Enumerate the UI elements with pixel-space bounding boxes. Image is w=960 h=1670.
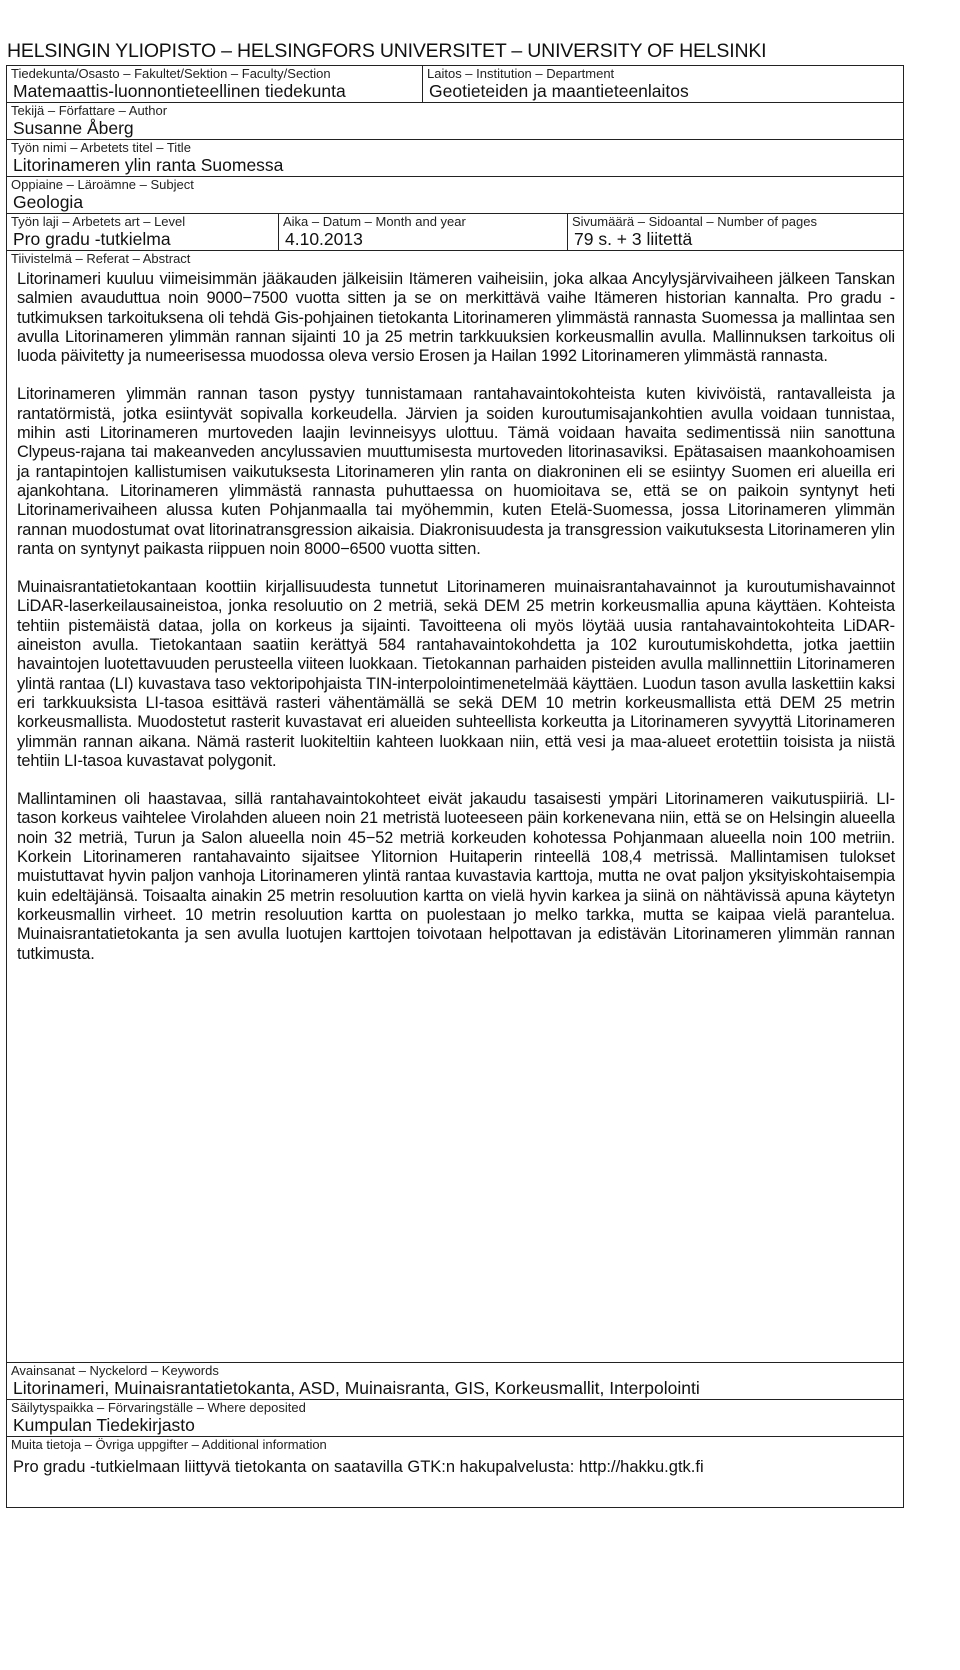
abstract-paragraph: Muinaisrantatietokantaan koottiin kirjallisuudesta tunnetut Litorinameren muinaisrantahavainnot ja kuroutumishavainnot LiDAR-laserkeilausaineistoa, jonka resoluutio on 2 metriä, sekä DEM 25 metrin korkeusmallia apuna käyttäen. Kohteista tehtiin pistemäistä dataa, jolla on korkeus ja sijainti. Tavoitteena oli myös löytää uusia rantahavaintokohteita LiDAR-aineiston avulla. Tietokantaan saatiin kerättyä 584 rantahavaintokohdetta ja 102 kuroutumiskohdetta, jotka jaettiin havaintojen luotettavuuden perusteella viiteen luokkaan. Tietokannan parhaiden pisteiden avulla mallinnettiin Litorinameren ylintä rantaa (LI) kuvastava taso vektoripohjaista TIN-interpolointimenetelmää käyttäen. Luodun tason avulla laskettiin kaksi eri tarkkuuksista LI-tasoa esittävä rasteri vähentämällä se sekä DEM 10 metrin korkeusmallista että DEM 25 metrin korkeusmallista. Muodostetut rasterit kuvastavat eri alueiden suhteellista korkeutta ja Litorinameren syvyyttä Litorinameren ylimmän rannan aikana. Nämä rasterit luokiteltiin kahteen luokkaan niin, että vesi ja maa-alueet erotettiin toisista ja niistä tehtiin LI-tasoa kuvastavat polygonit. [17, 578, 895, 770]
faculty-cell [7, 66, 422, 102]
additional-info-label: Muita tietoja – Övriga uppgifter – Additional information [11, 1437, 327, 1452]
department-value: Geotieteiden ja maantieteenlaitos [429, 81, 689, 101]
level-value: Pro gradu -tutkielma [13, 229, 171, 249]
title-value: Litorinameren ylin ranta Suomessa [13, 155, 284, 175]
level-label: Työn laji – Arbetets art – Level [11, 214, 186, 229]
deposited-row [7, 1400, 903, 1437]
abstract-row [7, 251, 903, 1363]
abstract-body [11, 266, 899, 964]
department-cell [422, 66, 903, 102]
subject-row [7, 177, 903, 214]
additional-info-cell [7, 1437, 903, 1507]
author-row [7, 103, 903, 140]
pages-label: Sivumäärä – Sidoantal – Number of pages [572, 214, 817, 229]
abstract-paragraph: Mallintaminen oli haastavaa, sillä rantahavaintokohteet eivät jakaudu tasaisesti ympäri Litorinameren vaikutuspiiriä. LI-tason korkeus vaihtelee Virolahden alueen noin 21 metristä luoteeseen päin korkenevana niin, että se on Helsingin alueella noin 32 metriä, Turun ja Salon alueella noin 45−52 metriä korkeuden kohotessa Pohjanmaan alueella noin 100 metriin. Korkein Litorinameren rantahavainto sijaitsee Ylitornion Huitaperin rinteellä 108,4 metrissä. Mallintamisen tulokset muistuttavat hyvin paljon vanhoja Litorinameren ylintä rantaa kuvastavia karttoja, mutta ne ovat paljon yksityiskohtaisempia kuin edeltäjänsä. Toisaalta ainakin 25 metrin resoluution kartta on vielä hyvin karkea ja siinä on nähtävissä apuna käytetyn korkeusmallin virheet. 10 metrin resoluution kartta on puolestaan jo melko tarkka, mutta se kaipaa vielä parantelua. Muinaisrantatietokanta ja sen avulla luotujen karttojen toivotaan helpottavan ja edistävän Litorinameren ylimmän rannan tutkimusta. [17, 790, 895, 963]
pages-value: 79 s. + 3 liitettä [574, 229, 693, 249]
level-cell [7, 214, 278, 250]
additional-info-value: Pro gradu -tutkielmaan liittyvä tietokanta on saatavilla GTK:n hakupalvelusta: http://hakku.gtk.fi [13, 1458, 704, 1476]
date-cell [278, 214, 567, 250]
faculty-value: Matemaattis-luonnontieteellinen tiedekunta [13, 81, 346, 101]
abstract-label: Tiivistelmä – Referat – Abstract [11, 251, 191, 266]
university-header: HELSINGIN YLIOPISTO – HELSINGFORS UNIVERSITET – UNIVERSITY OF HELSINKI [7, 40, 767, 62]
subject-cell [7, 177, 903, 213]
author-cell [7, 103, 903, 139]
faculty-label: Tiedekunta/Osasto – Fakultet/Sektion – Faculty/Section [11, 66, 331, 81]
keywords-value: Litorinameri, Muinaisrantatietokanta, ASD, Muinaisranta, GIS, Korkeusmallit, Interpolointi [13, 1378, 700, 1398]
pages-cell [567, 214, 903, 250]
additional-info-row [7, 1437, 903, 1508]
abstract-cell [7, 251, 903, 1362]
title-label: Työn nimi – Arbetets titel – Title [11, 140, 191, 155]
deposited-cell [7, 1400, 903, 1436]
keywords-cell [7, 1363, 903, 1399]
abstract-form [6, 65, 904, 1508]
faculty-department-row [7, 66, 903, 103]
title-cell [7, 140, 903, 176]
deposited-value: Kumpulan Tiedekirjasto [13, 1415, 195, 1435]
author-label: Tekijä – Författare – Author [11, 103, 168, 118]
department-label: Laitos – Institution – Department [427, 66, 615, 81]
abstract-paragraph: Litorinameren ylimmän rannan tason pystyy tunnistamaan rantahavaintokohteista kuten kivivöistä, rantavalleista ja rantatörmistä, jotka esiintyvät sopivalla korkeudella. Järvien ja soiden kuroutumisajankohtien avulla voidaan tunnistaa, mihin asti Litorinameren murtoveden laajin levinneisyys ulottuu. Tämä voidaan havaita sedimentissä niin sanottuna Clypeus-rajana tai makeanveden ancylussavien muuttumisesta murtoveden litorinasaviksi. Epätasaisen maankohoamisen ja rantapintojen kallistumisen vaikutuksesta Litorinameren ylin ranta on diakroninen eli se esiintyy Suomen eri alueilla eri ajankohtana. Litorinameren ylimmästä rannasta puhuttaessa on huomioitava se, että se on paikoin syntynyt heti Litorinamerivaiheen alussa kuten Pohjanmaalla tai myöhemmin, kuten Etelä-Suomessa, jossa Litorinameren ylimmän rannan muodostumat ovat litorinatransgression aikaisia. Diakronisuudesta ja transgression vaikutuksesta Litorinameren ylin ranta on syntynyt paikasta riippuen noin 8000−6500 vuotta sitten. [17, 385, 895, 558]
title-row [7, 140, 903, 177]
keywords-label: Avainsanat – Nyckelord – Keywords [11, 1363, 219, 1378]
date-label: Aika – Datum – Month and year [283, 214, 466, 229]
subject-value: Geologia [13, 192, 84, 212]
level-date-pages-row [7, 214, 903, 251]
author-value: Susanne Åberg [13, 118, 134, 138]
subject-label: Oppiaine – Läroämne – Subject [11, 177, 194, 192]
date-value: 4.10.2013 [285, 229, 363, 249]
deposited-label: Säilytyspaikka – Förvaringställe – Where deposited [11, 1400, 306, 1415]
keywords-row [7, 1363, 903, 1400]
abstract-paragraph: Litorinameri kuuluu viimeisimmän jääkauden jälkeisiin Itämeren vaiheisiin, joka alkaa Ancylysjärvivaiheen jälkeen Tanskan salmien avauduttua noin 9000−7500 vuotta sitten ja se on merkittävä vaihe Itämeren historian kannalta. Pro gradu -tutkimuksen tarkoituksena oli tehdä Gis-pohjainen tietokanta Litorinameren ylimmästä rannasta Suomessa ja mallintaa sen avulla Litorinameren ylimmän rannan sijainti 10 ja 25 metrin tarkkuuksien korkeusmallin avulla. Mallinnuksen tarkoitus oli luoda päivitetty ja numeerisessa muodossa oleva versio Erosen ja Hailan 1992 Litorinameren ylimmästä rannasta. [17, 270, 895, 366]
